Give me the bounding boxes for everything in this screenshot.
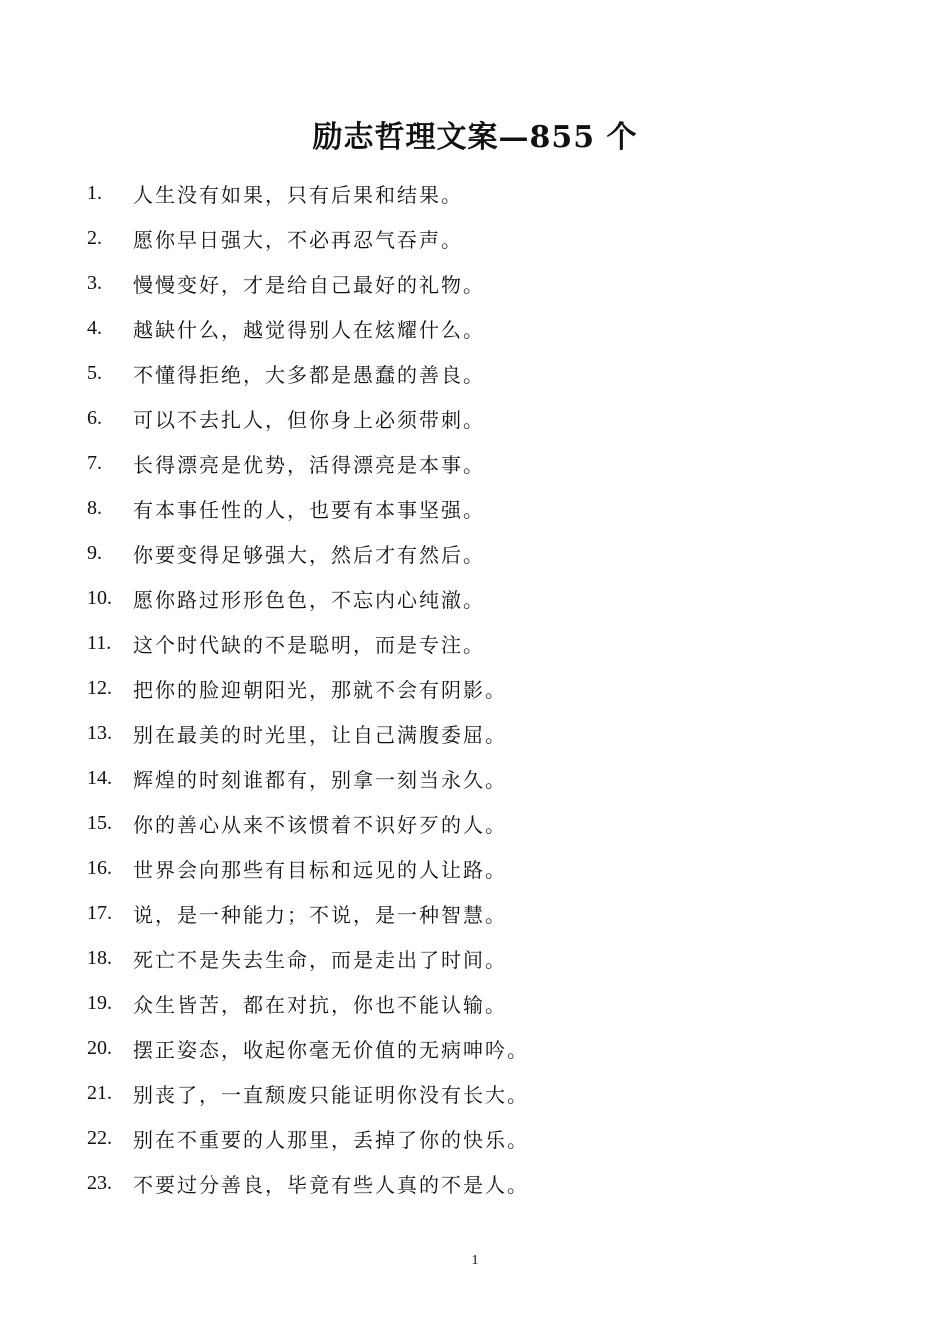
item-number: 11. [87, 632, 112, 654]
item-number: 23. [87, 1172, 112, 1194]
item-number: 15. [87, 812, 112, 834]
item-number: 2. [87, 227, 102, 249]
item-number: 19. [87, 992, 112, 1014]
item-text: 摆正姿态，收起你毫无价值的无病呻吟。 [133, 1038, 529, 1062]
item-number: 16. [87, 857, 112, 879]
quote-list [87, 171, 529, 1206]
item-number: 10. [87, 587, 112, 609]
item-number: 7. [87, 452, 102, 474]
item-text: 死亡不是失去生命，而是走出了时间。 [133, 948, 507, 972]
list-item [87, 666, 529, 711]
item-text: 人生没有如果，只有后果和结果。 [133, 183, 463, 207]
list-item [87, 711, 529, 756]
item-number: 18. [87, 947, 112, 969]
item-text: 你的善心从来不该惯着不识好歹的人。 [133, 813, 507, 837]
list-item [87, 1071, 529, 1116]
item-number: 21. [87, 1082, 112, 1104]
list-item [87, 261, 529, 306]
item-text: 别在不重要的人那里，丢掉了你的快乐。 [133, 1128, 529, 1152]
page-title: 励志哲理文案—855 个 [312, 120, 638, 155]
list-item [87, 216, 529, 261]
item-text: 越缺什么，越觉得别人在炫耀什么。 [133, 318, 485, 342]
list-item [87, 621, 529, 666]
item-number: 20. [87, 1037, 112, 1059]
list-item [87, 306, 529, 351]
list-item [87, 936, 529, 981]
item-number: 3. [87, 272, 102, 294]
item-number: 4. [87, 317, 102, 339]
item-text: 不要过分善良，毕竟有些人真的不是人。 [133, 1173, 529, 1197]
item-number: 12. [87, 677, 112, 699]
item-number: 8. [87, 497, 102, 519]
item-text: 你要变得足够强大，然后才有然后。 [133, 543, 485, 567]
list-item [87, 1116, 529, 1161]
list-item [87, 1161, 529, 1206]
list-item [87, 981, 529, 1026]
item-text: 慢慢变好，才是给自己最好的礼物。 [133, 273, 485, 297]
item-number: 14. [87, 767, 112, 789]
item-text: 把你的脸迎朝阳光，那就不会有阴影。 [133, 678, 507, 702]
item-text: 有本事任性的人，也要有本事坚强。 [133, 498, 485, 522]
page-number: 1 [471, 1253, 479, 1268]
list-item [87, 801, 529, 846]
list-item [87, 441, 529, 486]
list-item [87, 396, 529, 441]
item-text: 这个时代缺的不是聪明，而是专注。 [133, 633, 485, 657]
item-number: 22. [87, 1127, 112, 1149]
item-number: 6. [87, 407, 102, 429]
list-item [87, 531, 529, 576]
item-text: 世界会向那些有目标和远见的人让路。 [133, 858, 507, 882]
item-text: 可以不去扎人，但你身上必须带刺。 [133, 408, 485, 432]
item-number: 17. [87, 902, 112, 924]
item-text: 众生皆苦，都在对抗，你也不能认输。 [133, 993, 507, 1017]
item-text: 长得漂亮是优势，活得漂亮是本事。 [133, 453, 485, 477]
list-item [87, 756, 529, 801]
list-item [87, 846, 529, 891]
list-item [87, 891, 529, 936]
list-item [87, 486, 529, 531]
item-number: 13. [87, 722, 112, 744]
item-text: 辉煌的时刻谁都有，别拿一刻当永久。 [133, 768, 507, 792]
item-number: 5. [87, 362, 102, 384]
item-text: 别在最美的时光里，让自己满腹委屈。 [133, 723, 507, 747]
list-item [87, 576, 529, 621]
item-text: 说，是一种能力；不说，是一种智慧。 [133, 903, 507, 927]
item-text: 别丧了，一直颓废只能证明你没有长大。 [133, 1083, 529, 1107]
item-text: 愿你路过形形色色，不忘内心纯澈。 [133, 588, 485, 612]
list-item [87, 171, 529, 216]
list-item [87, 351, 529, 396]
item-text: 愿你早日强大，不必再忍气吞声。 [133, 228, 463, 252]
item-number: 1. [87, 182, 102, 204]
list-item [87, 1026, 529, 1071]
item-number: 9. [87, 542, 102, 564]
item-text: 不懂得拒绝，大多都是愚蠢的善良。 [133, 363, 485, 387]
